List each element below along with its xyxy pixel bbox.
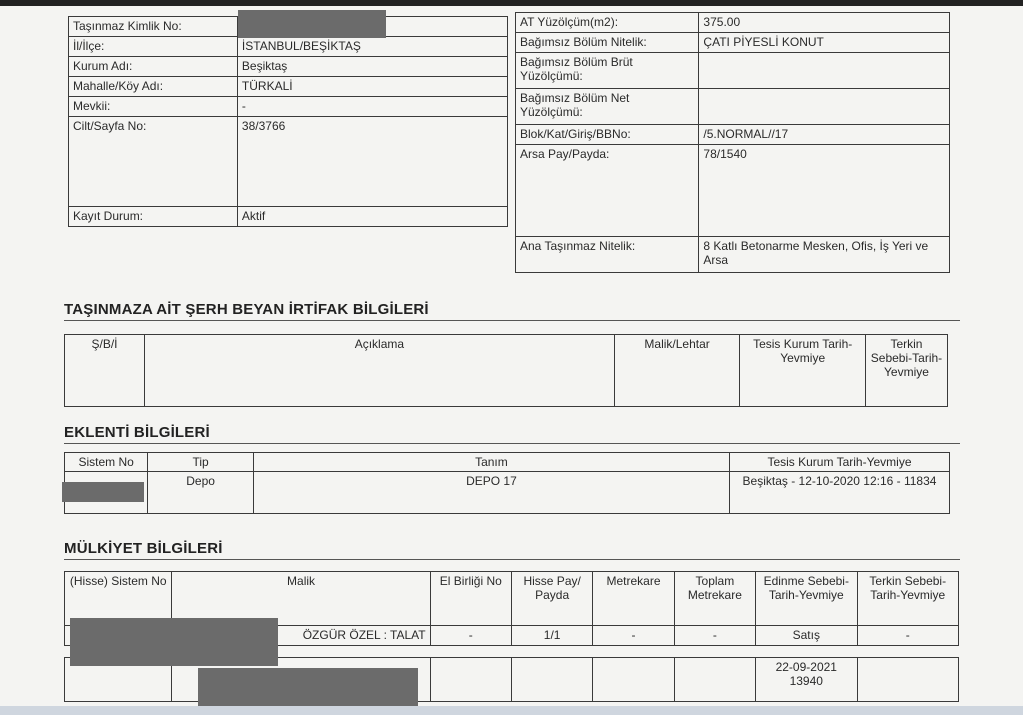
cell-toplam xyxy=(674,658,755,702)
label: Kayıt Durum: xyxy=(69,207,238,227)
section-title-eklenti: EKLENTİ BİLGİLERİ xyxy=(64,424,210,441)
header-tesis: Tesis Kurum Tarih-Yevmiye xyxy=(740,335,866,407)
cell-terkin xyxy=(857,658,959,702)
value: 38/3766 xyxy=(237,117,507,207)
header-malik: Malik xyxy=(172,572,430,626)
value: 78/1540 xyxy=(699,145,950,237)
section-divider xyxy=(64,320,960,321)
label: Mevkii: xyxy=(69,97,238,117)
redaction-bar xyxy=(70,618,278,666)
cell-hisse: 1/1 xyxy=(511,626,592,646)
label: Ana Taşınmaz Nitelik: xyxy=(516,237,699,273)
label: İl/İlçe: xyxy=(69,37,238,57)
section-divider xyxy=(64,559,960,560)
scan-edge-top xyxy=(0,0,1023,6)
value: Aktif xyxy=(237,207,507,227)
label: Bağımsız Bölüm Nitelik: xyxy=(516,33,699,53)
value: 8 Katlı Betonarme Mesken, Ofis, İş Yeri ve Arsa xyxy=(699,237,950,273)
section-title-serh: TAŞINMAZA AİT ŞERH BEYAN İRTİFAK BİLGİLERİ xyxy=(64,301,429,318)
header-sbi: Ş/B/İ xyxy=(65,335,145,407)
label: Blok/Kat/Giriş/BBNo: xyxy=(516,125,699,145)
value xyxy=(699,53,950,89)
header-malik-lehtar: Malik/Lehtar xyxy=(614,335,740,407)
section-title-mulkiyet: MÜLKİYET BİLGİLERİ xyxy=(64,540,223,557)
eklenti-table xyxy=(64,452,950,514)
cell-tesis: Beşiktaş - 12-10-2020 12:16 - 11834 xyxy=(729,472,949,514)
cell-edinme: 22-09-2021 13940 xyxy=(756,658,857,702)
cell-toplam: - xyxy=(674,626,755,646)
cell-el-birligi xyxy=(430,658,511,702)
header-terkin: Terkin Sebebi-Tarih-Yevmiye xyxy=(857,572,959,626)
scan-edge-bottom xyxy=(0,706,1023,715)
header-tanim: Tanım xyxy=(253,453,729,472)
redaction-bar xyxy=(62,482,144,502)
value: TÜRKALİ xyxy=(237,77,507,97)
label: Bağımsız Bölüm Brüt Yüzölçümü: xyxy=(516,53,699,89)
cell-tip: Depo xyxy=(148,472,253,514)
section-divider xyxy=(64,443,960,444)
cell-metrekare: - xyxy=(593,626,674,646)
value: ÇATI PİYESLİ KONUT xyxy=(699,33,950,53)
cell-el-birligi: - xyxy=(430,626,511,646)
header-aciklama: Açıklama xyxy=(144,335,614,407)
cell-terkin: - xyxy=(857,626,959,646)
label: Mahalle/Köy Adı: xyxy=(69,77,238,97)
value: İSTANBUL/BEŞİKTAŞ xyxy=(237,37,507,57)
cell-malik: ÖZGÜR ÖZEL : TALAT xyxy=(172,626,430,646)
cell-edinme: Satış xyxy=(756,626,857,646)
label: AT Yüzölçüm(m2): xyxy=(516,13,699,33)
cell-metrekare xyxy=(593,658,674,702)
value xyxy=(699,89,950,125)
value: Beşiktaş xyxy=(237,57,507,77)
label: Arsa Pay/Payda: xyxy=(516,145,699,237)
header-toplam: Toplam Metrekare xyxy=(674,572,755,626)
label: Cilt/Sayfa No: xyxy=(69,117,238,207)
value: 375.00 xyxy=(699,13,950,33)
header-metrekare: Metrekare xyxy=(593,572,674,626)
header-hisse: Hisse Pay/ Payda xyxy=(511,572,592,626)
cell-hisse xyxy=(511,658,592,702)
cell-tanim: DEPO 17 xyxy=(253,472,729,514)
header-edinme: Edinme Sebebi-Tarih-Yevmiye xyxy=(756,572,857,626)
serh-table xyxy=(64,334,948,407)
value: /5.NORMAL//17 xyxy=(699,125,950,145)
header-tesis: Tesis Kurum Tarih-Yevmiye xyxy=(729,453,949,472)
header-terkin: Terkin Sebebi-Tarih-Yevmiye xyxy=(865,335,947,407)
property-info-right-table xyxy=(515,12,950,273)
label: Bağımsız Bölüm Net Yüzölçümü: xyxy=(516,89,699,125)
label: Kurum Adı: xyxy=(69,57,238,77)
header-sistem-no: Sistem No xyxy=(65,453,148,472)
redaction-bar xyxy=(238,10,386,38)
value: - xyxy=(237,97,507,117)
header-el-birligi: El Birliği No xyxy=(430,572,511,626)
header-hisse-sistem-no: (Hisse) Sistem No xyxy=(65,572,172,626)
label: Taşınmaz Kimlik No: xyxy=(69,17,238,37)
property-info-left-table xyxy=(68,16,508,227)
header-tip: Tip xyxy=(148,453,253,472)
